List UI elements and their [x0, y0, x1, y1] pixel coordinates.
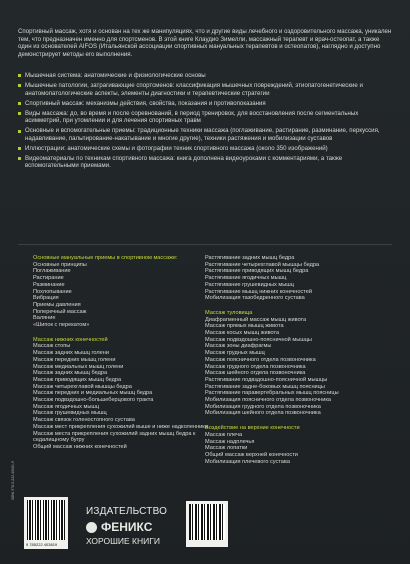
toc-section-title: Воздействие на верхние конечности — [205, 425, 300, 432]
section-gap — [33, 329, 213, 337]
bullet-item: Иллюстрации: анатомические схемы и фотографии техник спортивного массажа (около 350 изображений) — [18, 145, 393, 153]
toc-item: Массаж четырехглавой мышцы бедра — [33, 383, 132, 390]
toc-item: Поглаживание — [33, 268, 71, 275]
toc-item: Массаж подвздошно-большеберцового тракта — [33, 397, 154, 404]
toc-item: Массаж подвздошно-поясничной мышцы — [205, 336, 312, 343]
barcode-number: 9 785222 403819 — [26, 542, 58, 547]
toc-section-title: Массаж туловища — [205, 309, 253, 316]
toc-item: Общий массаж верхней конечности — [205, 451, 298, 458]
publisher-block — [86, 506, 178, 546]
toc-item: Массаж зоны диафрагмы — [205, 343, 272, 350]
toc-item: Массаж задних мышц бедра — [33, 370, 108, 377]
toc-item: Массаж грушевидных мышц — [33, 410, 107, 417]
toc-item: Валяние — [33, 315, 56, 322]
toc-item: Массаж связок голеностопного сустава — [33, 417, 135, 424]
intro-text: Спортивный массаж, хотя и основан на тех же манипуляциях, что и другие виды лечебного и оздоровительного массажа, уникален тем, что предназначен именно для спортсменов. В этой книге Клаудио Зимелли, массажный терапевт и врач-остеопат, а также один из основателей AIFOS (Итальянской ассоциации спортивных мануальных терапевтов и остеопатов), наглядно и доступно демонстрирует методы его выполнения. — [18, 28, 392, 58]
toc-item: Массаж передних мышц голени — [33, 356, 116, 363]
feature-bullets — [18, 72, 393, 172]
toc-list — [33, 343, 213, 450]
toc-item: Растягивание мышц нижних конечностей — [205, 288, 313, 295]
section-divider — [18, 244, 392, 245]
toc-list — [205, 255, 385, 302]
section-gap — [205, 302, 385, 310]
toc-item: Растягивание подвздошно-поясничной мышцы — [205, 376, 328, 383]
intro-paragraph — [18, 28, 393, 58]
toc-item: Массаж грудных мышц — [205, 350, 265, 357]
toc-list — [205, 432, 385, 466]
toc-section-title: Основные мануальные приемы в спортивном массаже: — [33, 255, 178, 261]
toc-item: Растягивание задне-боковых мышц поясницы — [205, 383, 325, 390]
toc-item: Приемы давления — [33, 301, 81, 308]
toc-item: Массаж лопатки — [205, 445, 248, 452]
toc-item: Массаж задних мышц голени — [33, 350, 109, 357]
toc-item: Растягивание ягодичных мышц — [205, 275, 287, 282]
toc-item: Массаж места прикрепления сухожилий задних мышц бедра к седалищному бугру — [33, 430, 196, 444]
toc-item: Массаж передних и медиальных мышц бедра — [33, 390, 153, 397]
toc-left-column — [33, 255, 213, 451]
toc-item: Растягивание грушевидных мышц — [205, 281, 294, 288]
toc-item: Массаж шейного отдела позвоночника — [205, 370, 306, 377]
toc-item: «Шипок с перекатом» — [33, 322, 90, 329]
toc-list — [205, 317, 385, 418]
isbn-text: ISBN 978-5-222-40081-9 — [11, 460, 15, 500]
bullet-item: Основные и вспомогательные приемы: традиционные техники массажа (поглаживание, растирание, разминание, перкуссия, надавливание, пальпирование-накатывание и многие другие), техники растяжения и мобилизации суставов — [18, 127, 393, 142]
toc-item: Растягивание четырехглавой мышцы бедра — [205, 261, 320, 268]
toc-item: Похлопывание — [33, 288, 72, 295]
toc-item: Вибрация — [33, 295, 59, 302]
publisher-brand-text: ФЕНИКС — [101, 520, 153, 534]
toc-item: Растирание — [33, 275, 64, 282]
qr-code — [186, 501, 228, 547]
toc-item: Растягивание задних мышц бедра — [205, 255, 295, 261]
toc-right-column — [205, 255, 385, 465]
toc-item: Поперечный массаж — [33, 308, 87, 315]
publisher-slogan: ХОРОШИЕ КНИГИ — [86, 536, 160, 546]
toc-item: Мобилизация плечевого сустава — [205, 458, 290, 465]
toc-item: Мобилизация тазобедренного сустава — [205, 295, 305, 302]
phoenix-logo-icon — [86, 522, 97, 533]
toc-item: Массаж стопы — [33, 343, 71, 350]
toc-item: Общий массаж нижних конечностей — [33, 443, 127, 450]
toc-item: Массаж косых мышц живота — [205, 330, 280, 337]
toc-item: Массаж грудного отдела позвоночника — [205, 363, 306, 370]
toc-item: Разминание — [33, 281, 65, 288]
toc-item: Диафрагменный массаж мышц живота — [205, 316, 307, 323]
toc-item: Массаж надплечья — [205, 438, 255, 445]
toc-item: Массаж плеча — [205, 431, 243, 438]
toc-item: Мобилизация шейного отдела позвоночника — [205, 410, 321, 417]
toc-item: Массаж приводящих мышц бедра — [33, 376, 122, 383]
toc-item: Массаж прямых мышц живота — [205, 323, 284, 330]
publisher-label: ИЗДАТЕЛЬСТВО — [86, 506, 168, 517]
bullet-item: Виды массажа: до, во время и после соревнований, в период тренировок, для восстановления после сегментальных асимметрий, при утомлении и для лечения спортивных травм — [18, 110, 393, 125]
bullet-item: Видеоматериалы по техникам спортивного массажа: книга дополнена видеоуроками с комментариями, а также вспомогательными приемами. — [18, 155, 393, 170]
toc-item: Массаж поясничного отдела позвоночника — [205, 356, 316, 363]
toc-item: Массаж ягодичных мышц — [33, 403, 100, 410]
toc-item: Растягивание паравертебральных мышц поясницы — [205, 390, 339, 397]
bullet-item: Мышечная система: анатомические и физиологические основы — [18, 72, 393, 80]
barcode — [24, 497, 68, 549]
barcode-bars — [27, 500, 65, 540]
section-gap — [205, 417, 385, 425]
isbn-vertical — [11, 460, 19, 545]
toc-list — [33, 262, 213, 329]
bullet-item: Спортивный массаж: механизмы действия, свойства, показания и противопоказания — [18, 100, 393, 108]
toc-item: Мобилизация грудного отдела позвоночника — [205, 403, 321, 410]
toc-item: Массаж мест прикрепления сухожилий выше и ниже надколенника — [33, 423, 208, 430]
publisher-brand — [86, 520, 178, 534]
toc-item: Мобилизация поясничного отдела позвоночника — [205, 397, 332, 404]
toc-item: Основные принципы — [33, 261, 87, 268]
toc-section-title: Массаж нижних конечностей — [33, 336, 108, 343]
qr-pattern — [189, 504, 225, 540]
toc-item: Растягивание приводящих мышц бедра — [205, 268, 309, 275]
bullet-item: Мышечные патологии, затрагивающие спортсменов: классификация мышечных повреждений, этиопатогенетические и анатомопатологические аспекты, элементы диагностики и терапевтические стратегии — [18, 82, 393, 97]
toc-item: Массаж медиальных мышц голени — [33, 363, 124, 370]
